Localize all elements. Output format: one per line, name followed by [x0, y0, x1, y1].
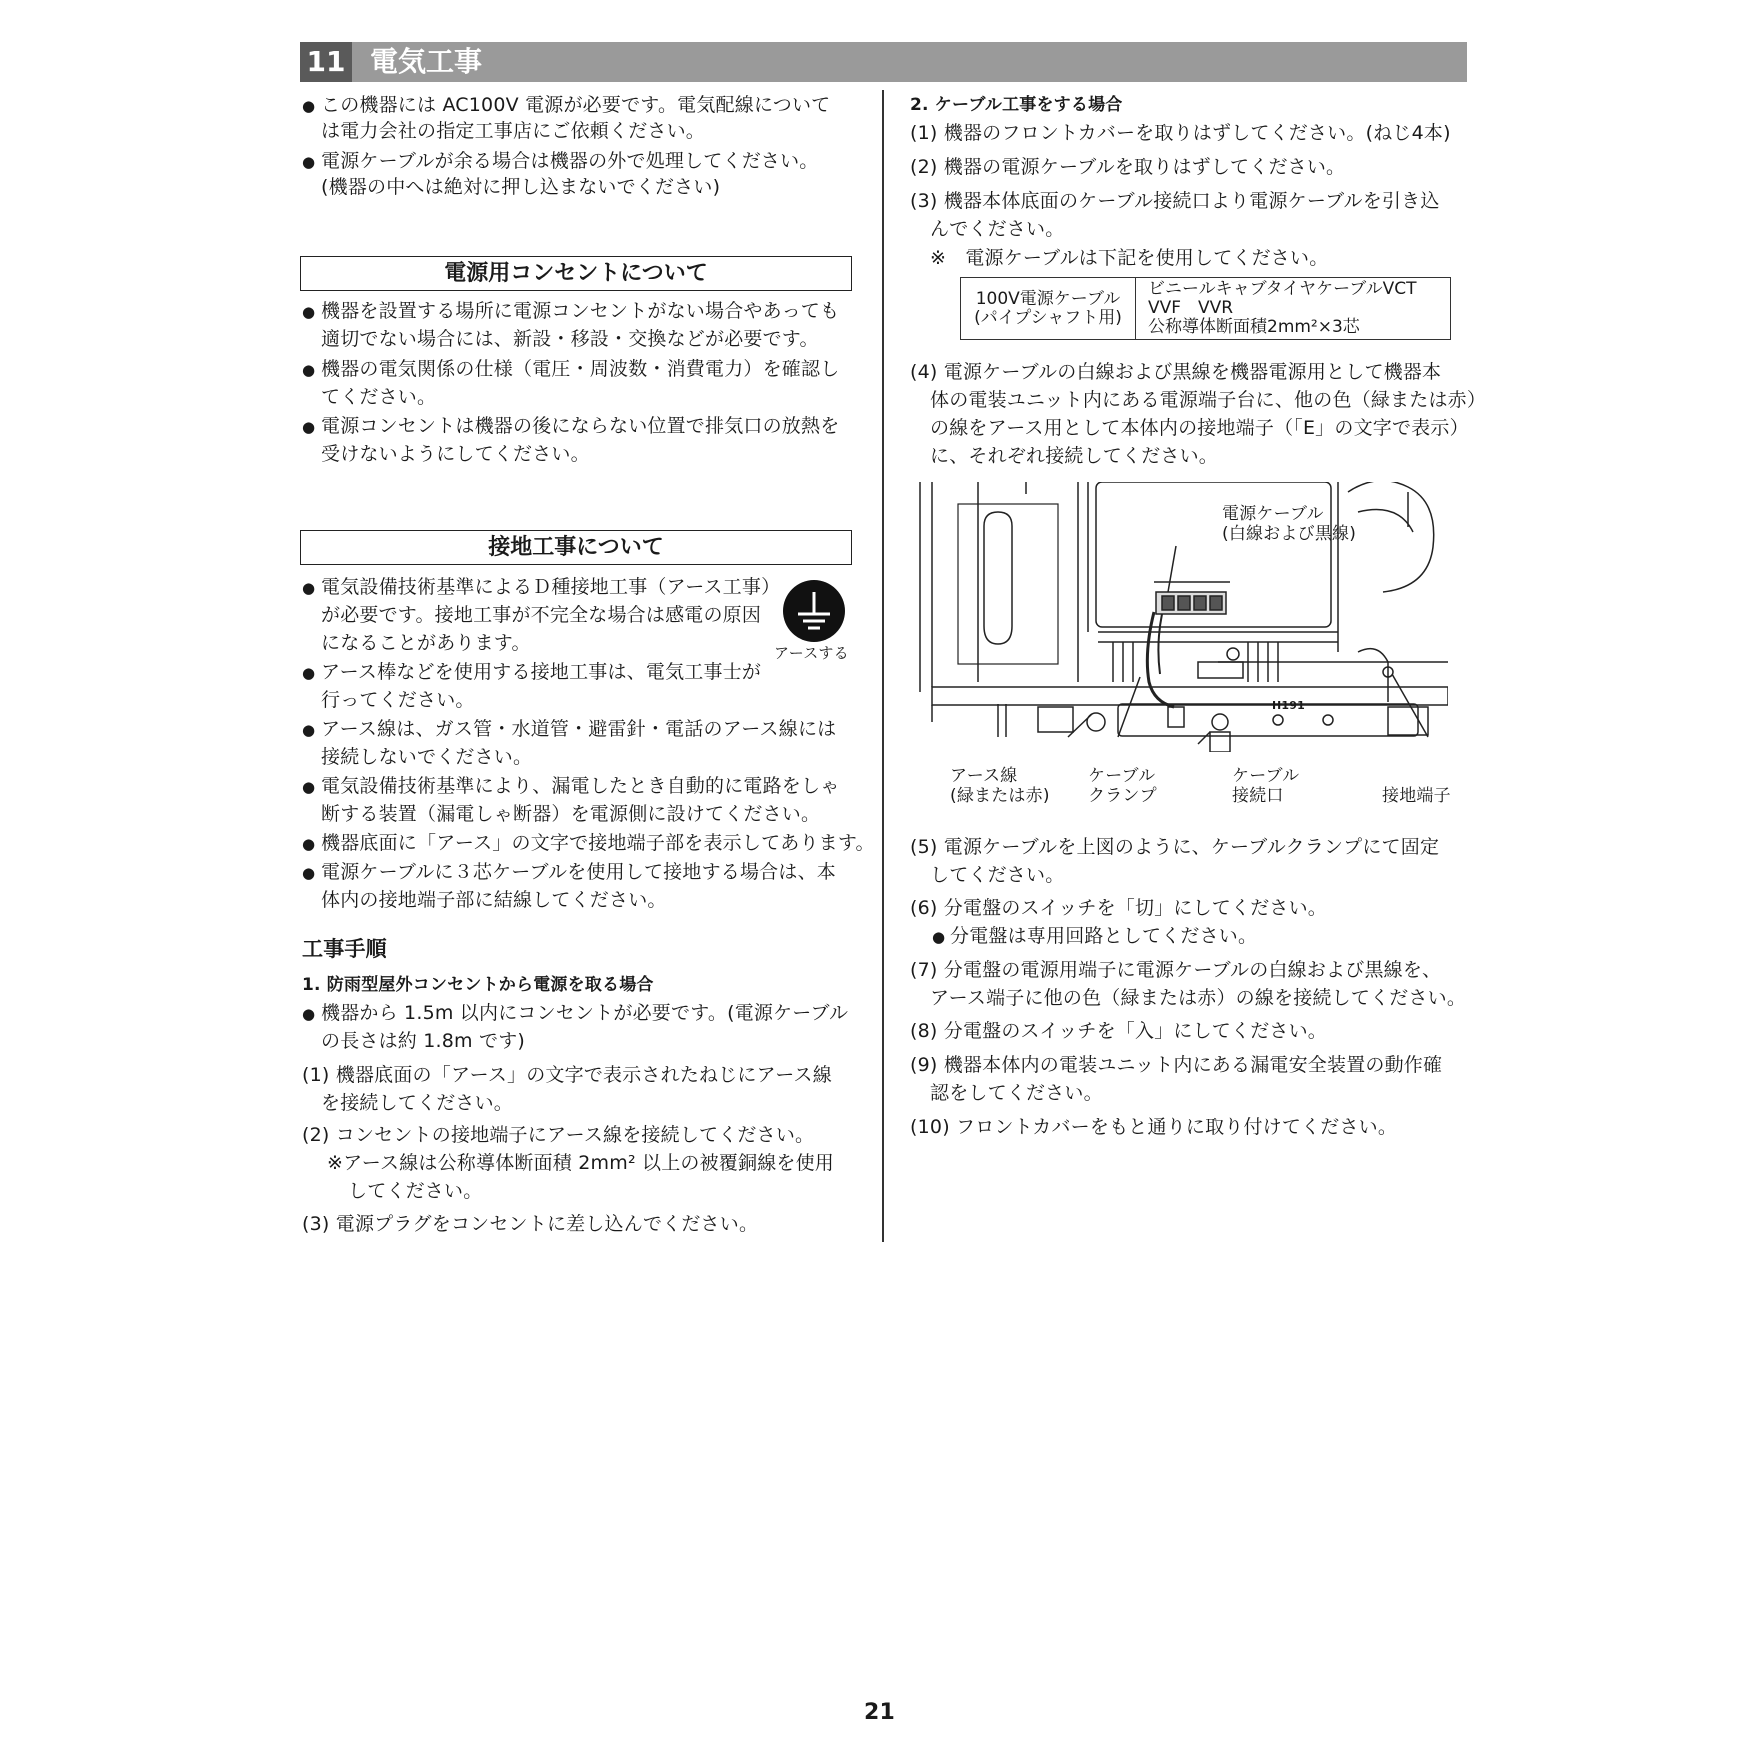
procedure-heading: 工事手順 — [302, 937, 387, 961]
proc1-bullet-line-2: の長さは約 1.8m です) — [321, 1030, 526, 1052]
ground-5-line-1: 機器底面に「アース」の文字で接地端子部を表示してあります。 — [321, 832, 875, 854]
page-number: 21 — [864, 1700, 896, 1725]
section-title: 電気工事 — [370, 45, 483, 78]
ground-6-line-1: 電源ケーブルに３芯ケーブルを使用して接地する場合は、本 — [321, 861, 836, 883]
cable-note: ※ 電源ケーブルは下記を使用してください。 — [930, 247, 1329, 269]
proc2-step-10: (10) フロントカバーをもと通りに取り付けてください。 — [910, 1116, 1398, 1138]
proc2-step-6: (6) 分電盤のスイッチを「切」にしてください。 — [910, 897, 1327, 919]
ground-2-line-2: 行ってください。 — [321, 689, 475, 711]
proc1-step-1-line-1: (1) 機器底面の「アース」の文字で表示されたねじにアース線 — [302, 1064, 832, 1086]
label-earth-wire-1: アース線 — [950, 766, 1018, 786]
proc2-step-8: (8) 分電盤のスイッチを「入」にしてください。 — [910, 1020, 1327, 1042]
spec-cable-type — [961, 278, 1136, 340]
spec-right-line-3: 公称導体断面積2mm²×3芯 — [1148, 317, 1360, 337]
proc1-bullet — [302, 1000, 315, 1027]
label-cable-clamp-1: ケーブル — [1088, 766, 1156, 786]
ground-bullet-2 — [302, 659, 315, 686]
outlet-1-line-2: 適切でない場合には、新設・移設・交換などが必要です。 — [321, 328, 819, 350]
label-cable-port-1: ケーブル — [1232, 766, 1300, 786]
ground-4-line-2: 断する装置（漏電しゃ断器）を電源側に設けてください。 — [321, 803, 821, 825]
intro-1-line-2: は電力会社の指定工事店にご依頼ください。 — [321, 120, 706, 142]
proc1-heading: 1. 防雨型屋外コンセントから電源を取る場合 — [302, 975, 654, 995]
label-power-cable-1: 電源ケーブル — [1222, 504, 1324, 524]
outlet-heading: 電源用コンセントについて — [300, 256, 852, 291]
proc2-step-5-line-1: (5) 電源ケーブルを上図のように、ケーブルクランプにて固定 — [910, 836, 1440, 858]
spec-left-line-2: (パイプシャフト用) — [974, 307, 1122, 328]
label-power-cable-2: (白線および黒線) — [1222, 524, 1357, 544]
section-number: 11 — [306, 45, 346, 78]
ground-3-line-2: 接続しないでください。 — [321, 746, 533, 768]
proc2-step-9-line-1: (9) 機器本体内の電装ユニット内にある漏電安全装置の動作確 — [910, 1054, 1443, 1076]
proc2-step-4-line-4: に、それぞれ接続してください。 — [930, 445, 1219, 467]
proc1-step-3: (3) 電源プラグをコンセントに差し込んでください。 — [302, 1213, 759, 1235]
outlet-2-line-2: てください。 — [321, 386, 437, 408]
ground-3-line-1: アース線は、ガス管・水道管・避雷針・電話のアース線には — [321, 718, 837, 740]
intro-2-line-2: (機器の中へは絶対に押し込まないでください) — [321, 176, 721, 198]
intro-1-line-1: この機器には AC100V 電源が必要です。電気配線について — [321, 94, 831, 116]
proc1-note-line-2: してください。 — [348, 1180, 483, 1202]
spec-left-line-1: 100V電源ケーブル — [975, 288, 1121, 309]
intro-bullet-1 — [302, 92, 315, 119]
proc1-step-2: (2) コンセントの接地端子にアース線を接続してください。 — [302, 1124, 815, 1146]
ground-6-line-2: 体内の接地端子部に結線してください。 — [321, 889, 667, 911]
outlet-3-line-2: 受けないようにしてください。 — [321, 443, 590, 465]
proc2-step-7-line-1: (7) 分電盤の電源用端子に電源ケーブルの白線および黒線を、 — [910, 959, 1442, 981]
earth-label: アースする — [774, 644, 849, 662]
model-mark: H191 — [1272, 699, 1305, 712]
intro-2-line-1: 電源ケーブルが余る場合は機器の外で処理してください。 — [321, 150, 819, 172]
intro-bullet-2 — [302, 148, 315, 175]
label-cable-clamp-2: クランプ — [1088, 786, 1157, 806]
proc2-step-1: (1) 機器のフロントカバーを取りはずしてください。(ねじ4本) — [910, 122, 1451, 144]
cable-spec-table — [960, 277, 1451, 340]
earth-ground-icon — [783, 580, 845, 642]
proc1-step-1-line-2: を接続してください。 — [321, 1092, 514, 1114]
wiring-diagram — [918, 482, 1448, 752]
column-divider — [882, 90, 884, 1242]
proc2-step-4-line-1: (4) 電源ケーブルの白線および黒線を機器電源用として機器本 — [910, 361, 1442, 383]
proc2-step-5-line-2: してください。 — [930, 864, 1065, 886]
outlet-bullet-3 — [302, 413, 315, 440]
proc2-heading: 2. ケーブル工事をする場合 — [910, 95, 1123, 115]
outlet-3-line-1: 電源コンセントは機器の後にならない位置で排気口の放熱を — [321, 415, 840, 437]
step6-sub: 分電盤は専用回路としてください。 — [950, 925, 1258, 947]
ground-bullet-5 — [302, 830, 315, 857]
proc2-step-9-line-2: 認をしてください。 — [930, 1082, 1103, 1104]
spec-right-line-1: ビニールキャブタイヤケーブルVCT — [1148, 279, 1417, 299]
label-ground-terminal: 接地端子 — [1382, 786, 1451, 806]
label-cable-port-2: 接続口 — [1232, 786, 1284, 806]
proc2-step-4-line-2: 体の電装ユニット内にある電源端子台に、他の色（緑または赤） — [930, 389, 1487, 411]
proc2-step-4-line-3: の線をアース用として本体内の接地端子（「E」の文字で表示） — [930, 417, 1469, 439]
outlet-2-line-1: 機器の電気関係の仕様（電圧・周波数・消費電力）を確認し — [321, 358, 840, 380]
ground-2-line-1: アース棒などを使用する接地工事は、電気工事士が — [321, 661, 762, 683]
ground-4-line-1: 電気設備技術基準により、漏電したとき自動的に電路をしゃ — [321, 775, 840, 797]
proc1-note-line-1: ※アース線は公称導体断面積 2mm² 以上の被覆銅線を使用 — [327, 1152, 835, 1174]
outlet-bullet-2 — [302, 356, 315, 383]
proc1-bullet-line-1: 機器から 1.5m 以内にコンセントが必要です。(電源ケーブル — [321, 1002, 849, 1024]
outlet-1-line-1: 機器を設置する場所に電源コンセントがない場合やあっても — [321, 300, 840, 322]
ground-heading: 接地工事について — [300, 530, 852, 565]
ground-bullet-6 — [302, 859, 315, 886]
ground-1-line-2: が必要です。接地工事が不完全な場合は感電の原因 — [321, 604, 762, 626]
proc2-step-3-line-1: (3) 機器本体底面のケーブル接続口より電源ケーブルを引き込 — [910, 190, 1440, 212]
ground-bullet-3 — [302, 716, 315, 743]
spec-cable-detail — [1136, 278, 1451, 340]
proc2-step-3-line-2: んでください。 — [930, 218, 1065, 240]
proc2-step-7-line-2: アース端子に他の色（緑または赤）の線を接続してください。 — [930, 987, 1467, 1009]
ground-bullet-1 — [302, 574, 315, 601]
ground-1-line-1: 電気設備技術基準によるＤ種接地工事（アース工事） — [321, 576, 781, 598]
label-earth-wire-2: (緑または赤) — [950, 786, 1050, 806]
ground-bullet-4 — [302, 773, 315, 800]
ground-1-line-3: になることがあります。 — [321, 632, 531, 654]
outlet-bullet-1 — [302, 298, 315, 325]
spec-right-line-2: VVF VVR — [1148, 298, 1234, 318]
proc2-step-2: (2) 機器の電源ケーブルを取りはずしてください。 — [910, 156, 1346, 178]
step6-sub-bullet — [932, 923, 945, 950]
